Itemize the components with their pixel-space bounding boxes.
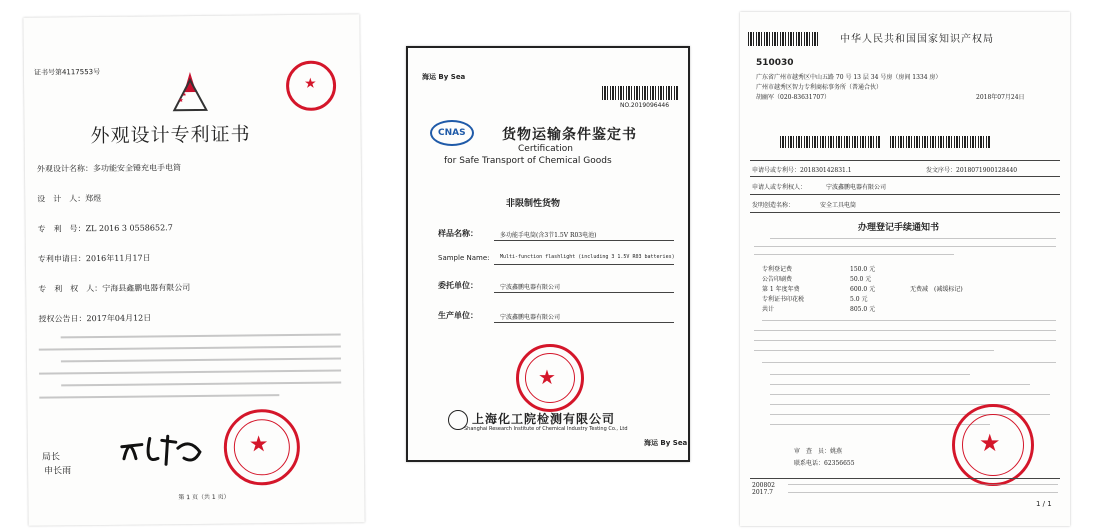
field-label: 外观设计名称： [36,164,93,174]
app-no-label: 申请号或专利号： [752,167,801,174]
field-label: 设 计 人： [37,194,86,204]
director-title: 局长 [41,452,61,463]
row-value: 宁波鑫鹏电器有限公司 [500,284,561,291]
fee-item: 共计 [762,306,775,313]
certificate-title: 外观设计专利证书 [90,123,251,148]
corner-label-bottom: 海运 By Sea [644,439,688,447]
title-english-2: for Safe Transport of Chemical Goods [444,156,612,166]
fee-amount: 150.0 元 [850,266,876,273]
postcode: 510030 [756,58,794,68]
patent-office-emblem-icon [170,70,210,116]
department-phone: 联系电话：62356655 [794,460,855,467]
svg-text:★: ★ [182,92,187,99]
form-code: 200802 2017.7 [752,482,775,496]
field-value: 郑煜 [85,193,102,204]
transport-certification [406,46,690,462]
barcode [780,136,880,148]
notice-title: 办理登记手续通知书 [858,223,940,233]
page-number: 1 / 1 [1036,500,1052,508]
svg-text:★: ★ [186,88,190,94]
fee-item: 第 1 年度年费 [762,286,800,293]
app-no: 201830142831.1 [800,167,852,174]
fee-amount: 50.0 元 [850,276,872,283]
row-label: 样品名称： [438,228,478,238]
registration-notice [740,12,1070,526]
patent-office-seal: ★ [223,409,300,486]
svg-text:★: ★ [178,97,184,105]
institute-name-chinese: 上海化工院检测有限公司 [472,412,616,426]
certificate-body-text [23,14,359,18]
director-signature-icon [116,428,212,473]
title-english-1: Certification [518,144,573,154]
field-value: 多功能安全锤充电手电筒 [92,163,181,174]
send-no: 2018071900128440 [956,167,1018,174]
page-indicator: 第 1 页（共 1 页） [178,493,230,502]
row-value: Multi-function flashlight (including 3 1.5V R03 batteries) [500,254,675,260]
corner-label-top: 海运 By Sea [422,73,466,81]
field-label: 专 利 权 人： [38,283,103,294]
examiner: 审 查 员：姚燕 [794,448,843,455]
address-line-3: 胡幽军（020-83631707） [756,94,831,101]
invention-name: 安全工具电筒 [820,202,857,209]
cnas-logo-icon: CNAS [430,120,474,146]
title-chinese: 货物运输条件鉴定书 [502,127,637,143]
row-label: 委托单位： [438,280,478,290]
row-label: 生产单位： [438,310,478,320]
address-line-1: 广东省广州市越秀区中山五路 70 号 13 层 34 号房（房间 1334 房） [756,74,942,81]
applicant-label: 申请人或专利权人： [752,184,807,191]
fee-amount: 5.0 元 [850,296,868,303]
fee-note: 无费减 (减缓标记) [910,286,963,293]
cargo-classification: 非限制性货物 [506,199,561,209]
fee-item: 公告印刷费 [762,276,793,283]
testing-seal: ★ [516,344,584,412]
field-value: 2017年04月12日 [86,313,152,324]
fee-amount: 600.0 元 [850,286,876,293]
barcode [890,136,990,148]
applicant: 宁波鑫鹏电器有限公司 [826,184,887,191]
field-label: 专利申请日： [37,254,86,264]
issuing-office: 中华人民共和国国家知识产权局 [840,34,994,45]
row-label: Sample Name: [438,254,490,262]
institute-name-english: Shanghai Research Institute of Chemical Industry Testing Co., Ltd [464,426,628,432]
field-value: ZL 2016 3 0558652.7 [85,223,173,234]
review-department-seal: ★ [952,404,1034,486]
issue-date: 2018年07月24日 [976,94,1025,101]
row-value: 宁波鑫鹏电器有限公司 [500,314,561,321]
field-label: 专 利 号： [37,224,86,234]
certificate-number: NO.2019096446 [620,102,670,109]
row-value: 多功能手电筒(含3节1.5V R03电池) [500,232,597,239]
fee-amount: 805.0 元 [850,306,876,313]
field-value: 宁海县鑫鹏电器有限公司 [102,283,191,293]
send-no-label: 发文序号： [926,167,957,174]
field-value: 2016年11月17日 [85,253,151,264]
fee-item: 专利证书印花税 [762,296,805,303]
design-patent-certificate [23,14,364,525]
invention-label: 发明创造名称： [752,202,795,209]
field-label: 授权公告日： [38,314,87,324]
top-barcode [748,32,818,46]
official-seal-top: ★ [286,61,337,112]
barcode [602,86,678,100]
certificate-number: 证书号第4117553号 [33,67,101,77]
director-name: 申长雨 [44,466,72,477]
fee-item: 专利登记费 [762,266,793,273]
address-line-2: 广州市越秀区智力专利商标事务所（普通合伙） [756,84,883,91]
